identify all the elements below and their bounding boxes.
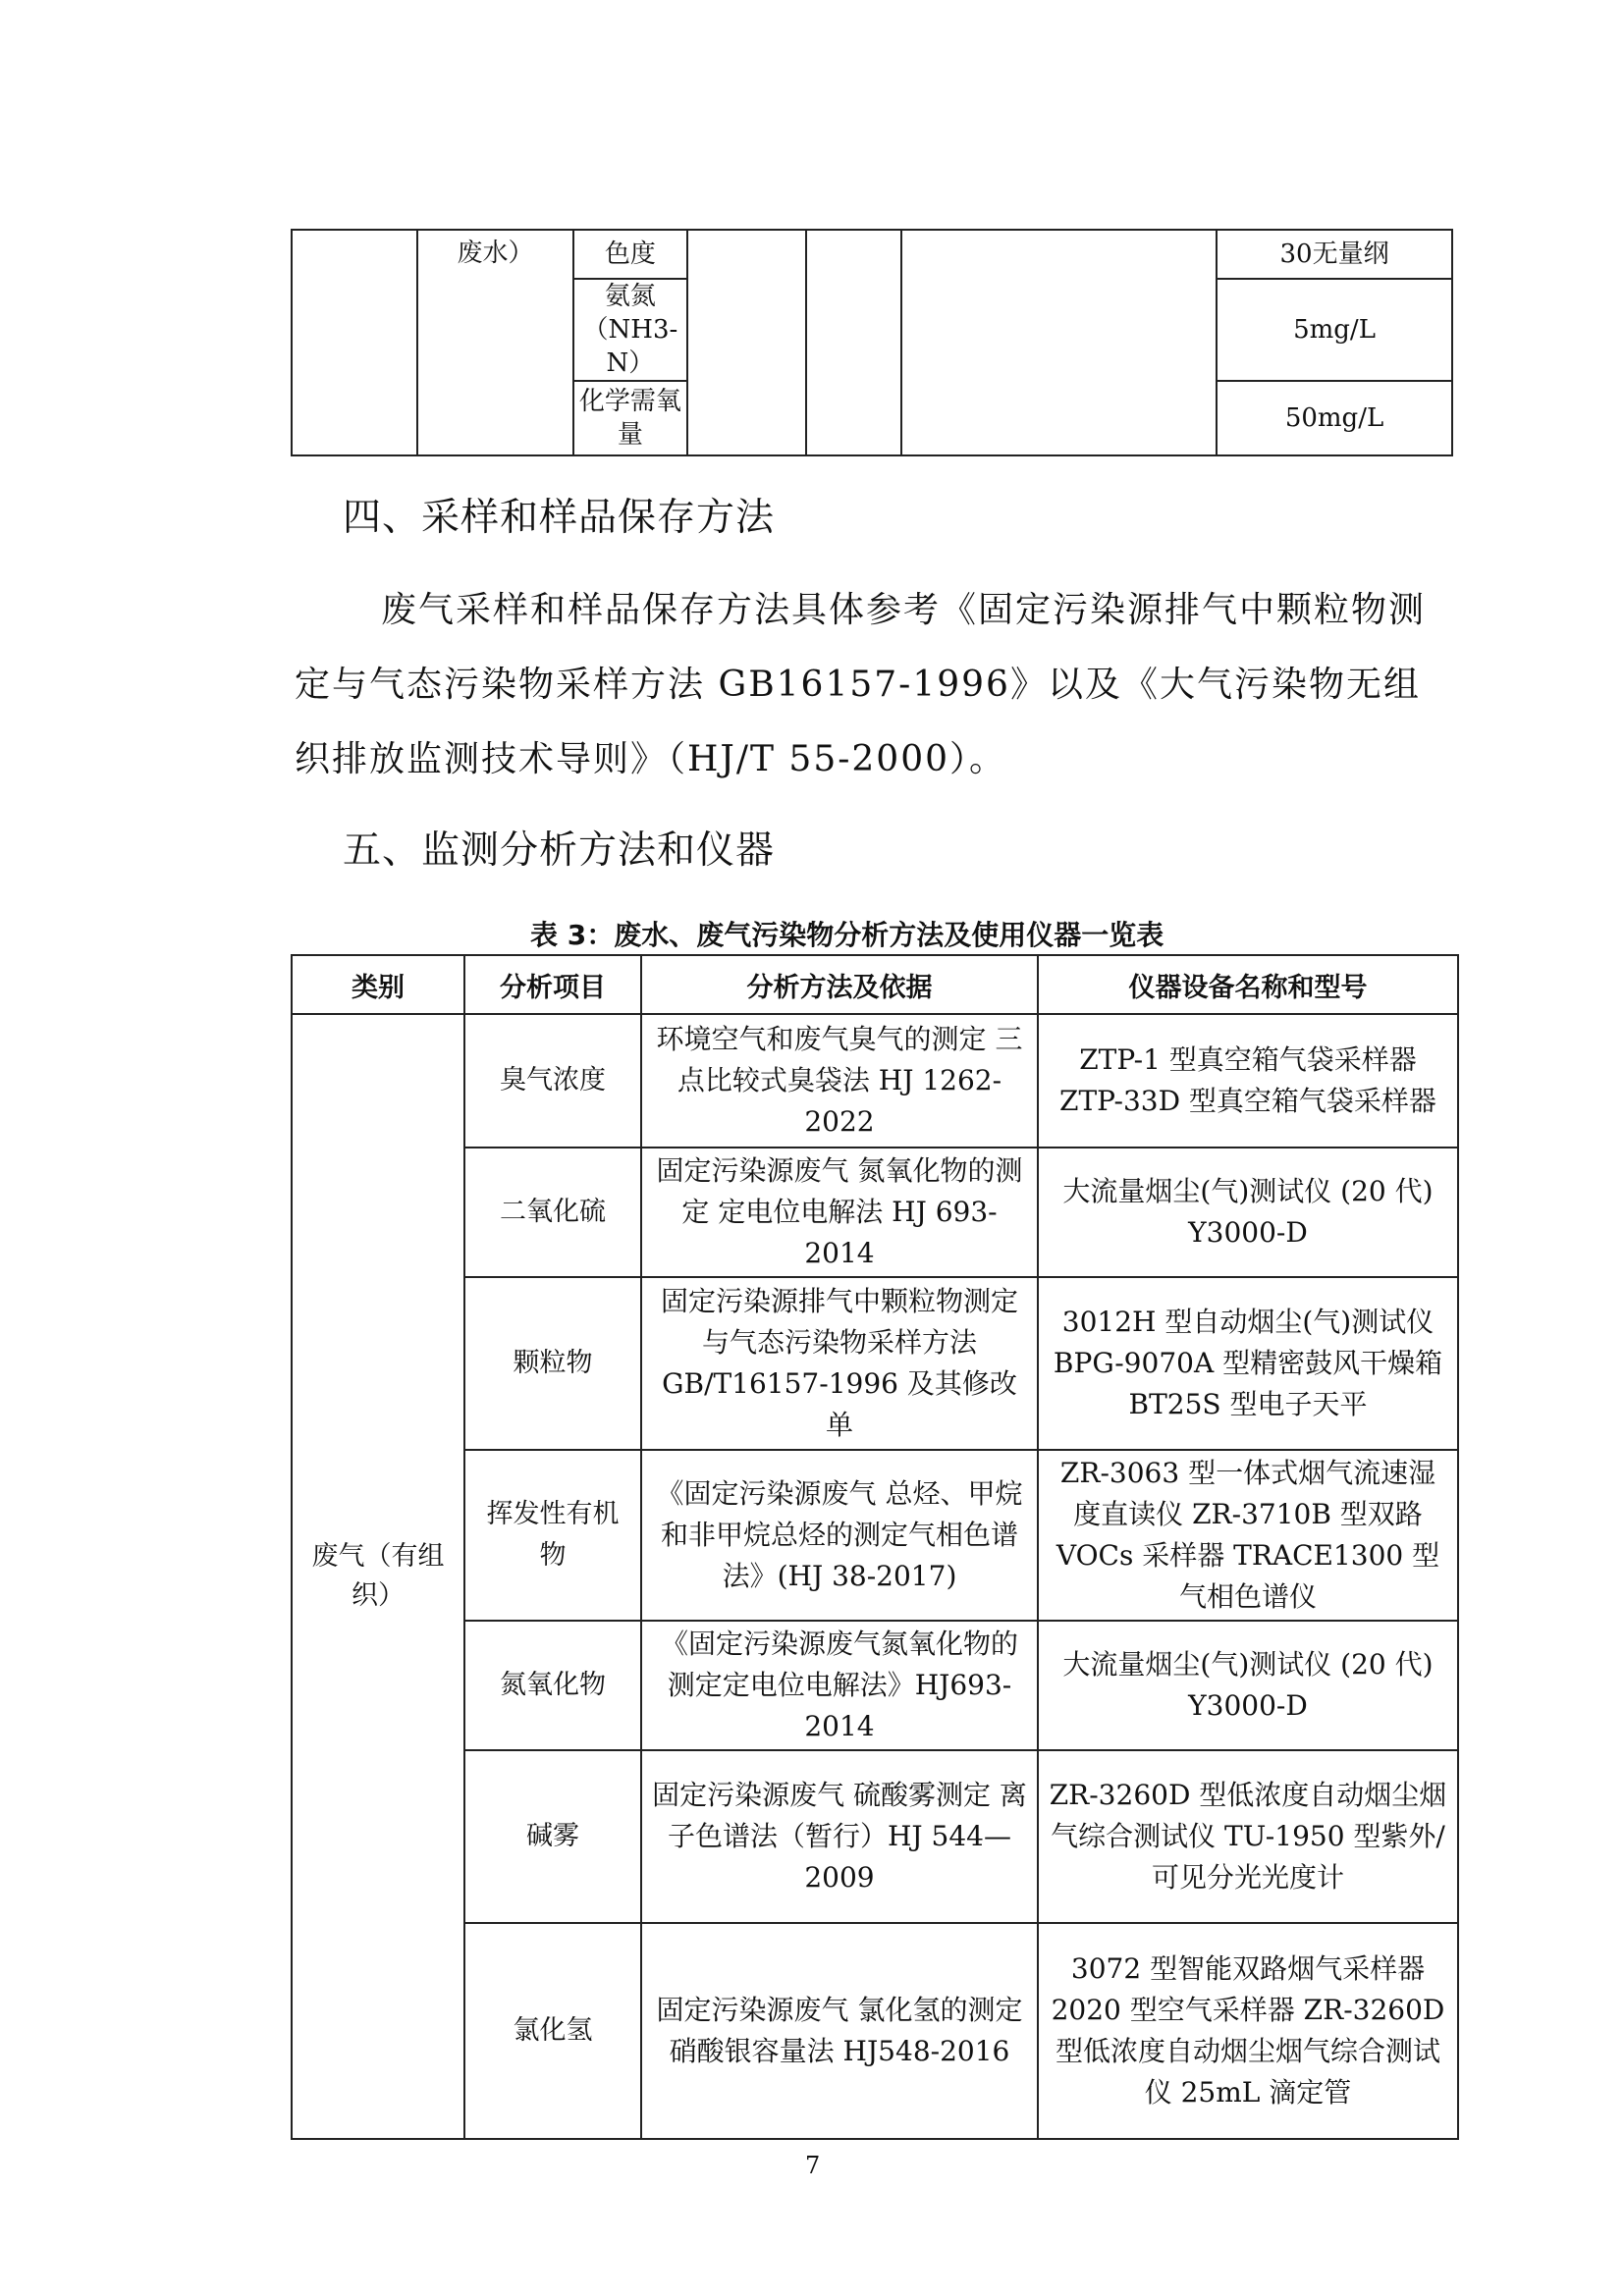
analysis-item: 氯化氢 <box>464 1923 641 2139</box>
table-row <box>292 1450 1458 1621</box>
analysis-method: 固定污染源废气 氮氧化物的测定 定电位电解法 HJ 693-2014 <box>641 1148 1038 1277</box>
table-header: 分析方法及依据 <box>641 955 1038 1014</box>
table-row <box>292 1750 1458 1923</box>
continuation-limit: 5mg/L <box>1217 279 1452 381</box>
analysis-item: 臭气浓度 <box>464 1014 641 1148</box>
table-row <box>292 1014 1458 1148</box>
table-row <box>292 1621 1458 1750</box>
analysis-method: 《固定污染源废气氮氧化物的测定定电位电解法》HJ693-2014 <box>641 1621 1038 1750</box>
instrument: 3072 型智能双路烟气采样器 2020 型空气采样器 ZR-3260D 型低浓度自动烟尘烟气综合测试仪 25mL 滴定管 <box>1038 1923 1458 2139</box>
continuation-limit: 30无量纲 <box>1217 230 1452 279</box>
table-caption: 表 3：废水、废气污染物分析方法及使用仪器一览表 <box>530 919 1164 951</box>
table-header: 类别 <box>292 955 464 1014</box>
table-header: 分析项目 <box>464 955 641 1014</box>
continuation-item: 色度 <box>573 230 686 279</box>
instrument: ZR-3260D 型低浓度自动烟尘烟气综合测试仪 TU-1950 型紫外/可见分光光度计 <box>1038 1750 1458 1923</box>
continuation-item: 氨氮 （NH3-N） <box>573 279 686 381</box>
category-cell: 废气（有组 织） <box>292 1014 464 2139</box>
instrument: 大流量烟尘(气)测试仪 (20 代) Y3000-D <box>1038 1148 1458 1277</box>
section-heading: 五、监测分析方法和仪器 <box>343 828 776 873</box>
continuation-limit: 50mg/L <box>1217 381 1452 455</box>
page-number: 7 <box>805 2152 821 2179</box>
analysis-item: 颗粒物 <box>464 1277 641 1450</box>
continuation-category: 废水） <box>417 230 574 455</box>
continuation-item: 化学需氧 量 <box>573 381 686 455</box>
table-row <box>292 1148 1458 1277</box>
section-paragraph: 废气采样和样品保存方法具体参考《固定污染源排气中颗粒物测定与气态污染物采样方法 GB16157-1996》以及《大气污染物无组织排放监测技术导则》（HJ/T 55-2000）。 <box>295 590 1427 779</box>
analysis-method: 固定污染源排气中颗粒物测定与气态污染物采样方法 GB/T16157-1996 及其修改单 <box>641 1277 1038 1450</box>
methods-table <box>291 954 1459 2140</box>
analysis-method: 环境空气和废气臭气的测定 三点比较式臭袋法 HJ 1262-2022 <box>641 1014 1038 1148</box>
instrument: ZTP-1 型真空箱气袋采样器 ZTP-33D 型真空箱气袋采样器 <box>1038 1014 1458 1148</box>
instrument: 3012H 型自动烟尘(气)测试仪 BPG-9070A 型精密鼓风干燥箱BT25S 型电子天平 <box>1038 1277 1458 1450</box>
continuation-blank-cell <box>292 230 417 455</box>
analysis-method: 固定污染源废气 硫酸雾测定 离子色谱法（暂行）HJ 544—2009 <box>641 1750 1038 1923</box>
table-header: 仪器设备名称和型号 <box>1038 955 1458 1014</box>
continuation-table <box>291 229 1453 456</box>
analysis-item: 碱雾 <box>464 1750 641 1923</box>
analysis-item: 二氧化硫 <box>464 1148 641 1277</box>
instrument: 大流量烟尘(气)测试仪 (20 代) Y3000-D <box>1038 1621 1458 1750</box>
analysis-item: 氮氧化物 <box>464 1621 641 1750</box>
analysis-method: 固定污染源废气 氯化氢的测定硝酸银容量法 HJ548-2016 <box>641 1923 1038 2139</box>
analysis-method: 《固定污染源废气 总烃、甲烷和非甲烷总烃的测定气相色谱法》(HJ 38-2017) <box>641 1450 1038 1621</box>
table-row <box>292 1923 1458 2139</box>
section-heading: 四、采样和样品保存方法 <box>343 496 776 540</box>
table-row <box>292 1277 1458 1450</box>
analysis-item: 挥发性有机 物 <box>464 1450 641 1621</box>
instrument: ZR-3063 型一体式烟气流速湿度直读仪 ZR-3710B 型双路 VOCs 采样器 TRACE1300 型气相色谱仪 <box>1038 1450 1458 1621</box>
